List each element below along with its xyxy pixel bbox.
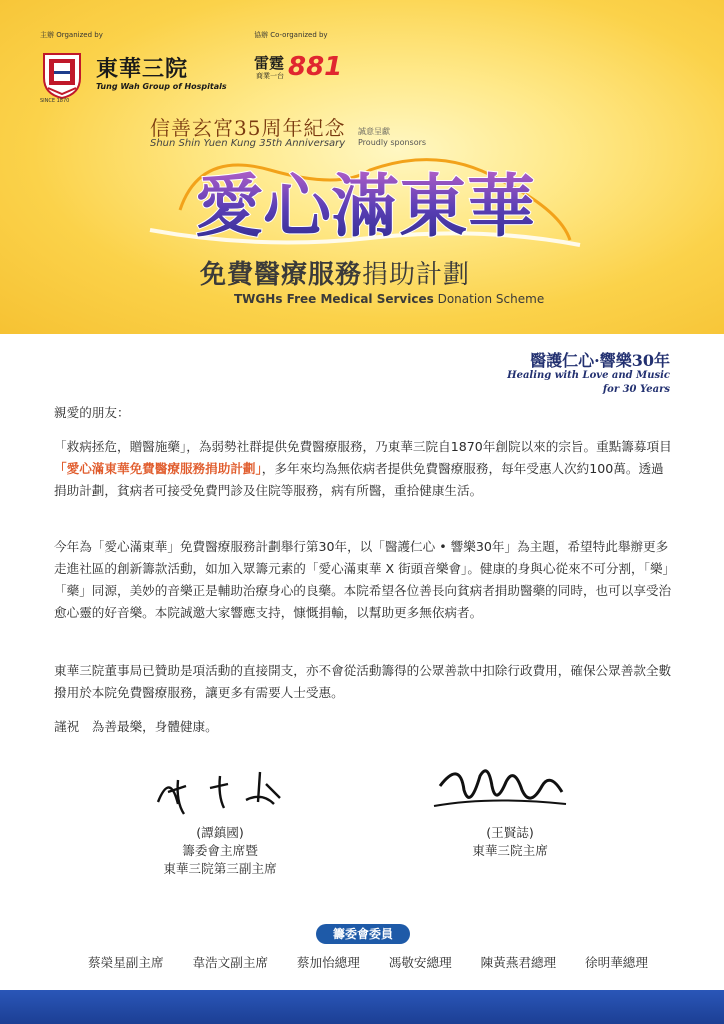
theme-en-line2: for 30 Years [602,384,670,395]
signatory-1 [140,824,300,878]
signatory-1-name: (譚鎮國) [196,825,244,840]
signatory-2-title1: 東華三院主席 [472,843,548,858]
theme-zh: 醫護仁心·響樂30年 [530,351,670,370]
org-name-zh: 東華三院 [96,56,189,82]
co-organized-by-label: 協辦 Co-organized by [254,31,328,39]
p1-b: ，多年來均為無依病者提供免費醫療服務，每年受惠人次約100萬。透過捐助計劃，貧病者可接受免費門診及住院等服務，病有所醫，重拾健康生活。 [54,461,664,498]
signature-2-icon [430,756,570,822]
anniversary-en: Shun Shin Yuen Kung 35th Anniversary [150,138,346,149]
committee-member: 蔡加怡總理 [296,955,360,970]
campaign-title-text: 愛心滿東華 [194,168,536,247]
radio-881-logo [254,52,354,88]
committee-member: 徐明華總理 [585,955,648,970]
subtitle-en-bold: TWGHs Free Medical Services [234,292,434,306]
radio-freq: 881 [288,52,343,82]
signatory-1-title2: 東華三院第三副主席 [163,861,277,876]
signatory-1-title1: 籌委會主席暨 [182,843,258,858]
anniversary-zh: 信善玄宮35周年紀念 [150,116,346,140]
tung-wah-crest-icon [40,50,84,100]
signatory-2-name: (王賢誌) [486,825,534,840]
campaign-title [140,150,590,260]
paragraph-1 [54,436,672,502]
sponsors-zh: 誠意呈獻 [358,127,390,136]
subtitle-rest: 捐助計劃 [362,260,471,290]
p1-a: 「救病拯危，贈醫施藥」，為弱勢社群提供免費醫療服務，乃東華三院自1870年創院以來的宗旨。重點籌募項目 [54,439,672,454]
committee-member: 韋浩文副主席 [192,955,268,970]
footer-bar [0,990,724,1024]
committee-badge: 籌委會委員 [316,924,410,944]
radio-sub: 商業一台 [256,72,284,80]
org-name-en: Tung Wah Group of Hospitals [96,82,227,91]
committee-member: 馮敬安總理 [388,955,452,970]
sponsors-en: Proudly sponsors [358,138,427,147]
committee-list [88,952,648,971]
highlight-scheme: 「愛心滿東華免費醫療服務捐助計劃」 [54,461,262,476]
theme-en-line1: Healing with Love and Music [507,370,670,381]
organized-by-label: 主辦 Organized by [40,31,103,39]
closing: 謹祝 為善最樂，身體健康。 [54,719,218,734]
campaign-subtitle-zh [200,254,470,291]
campaign-subtitle-en [234,292,544,306]
crest-since: SINCE 1870 [40,98,70,104]
paragraph-3: 東華三院董事局已贊助是項活動的直接開支，亦不會從活動籌得的公眾善款中扣除行政費用，確保公眾善款全數撥用於本院免費醫療服務，讓更多有需要人士受惠。 [54,663,672,700]
committee-member: 陳黃燕君總理 [480,955,557,970]
subtitle-en-rest: Donation Scheme [433,292,545,306]
signature-1-icon [150,762,290,822]
subtitle-bold: 免費醫療服務 [200,260,363,290]
committee-member: 蔡榮星副主席 [88,955,164,970]
radio-name: 雷霆 [254,54,285,72]
greeting: 親愛的朋友： [54,405,130,420]
paragraph-2: 今年為「愛心滿東華」免費醫療服務計劃舉行第30年，以「醫護仁心 • 響樂30年」為主題，希望特此舉辦更多走進社區的創新籌款活動，如加入眾籌元素的「愛心滿東華 X 街頭音樂會」。健康的身與心從來不可分割，「樂」「藥」同源，美妙的音樂正是輔助治療身心的良藥。本院希望各位善長向貧病者捐助醫藥的同時，也可以享受治愈心靈的好音樂。本院誠邀大家響應支持，慷慨捐輸，以幫助更多無依病者。 [54,539,672,620]
signatory-2 [440,824,580,860]
